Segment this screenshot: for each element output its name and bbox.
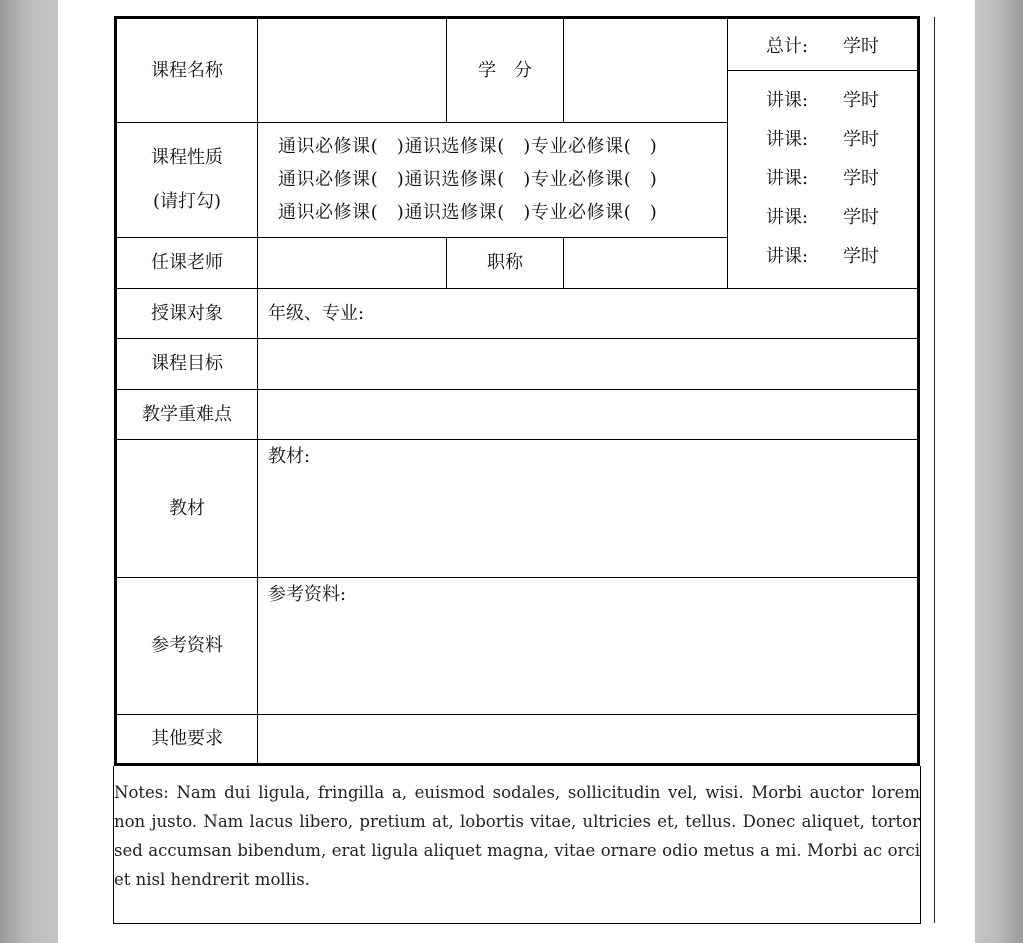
goal-field[interactable] — [258, 339, 917, 390]
textbook-label: 教材 — [117, 440, 258, 578]
course-nature-label-line1: 课程性质 — [151, 147, 223, 168]
title-label: 职称 — [447, 238, 564, 289]
hours-row-label: 讲课: — [766, 89, 809, 111]
course-nature-option[interactable]: 通识必修课( ) — [278, 136, 405, 158]
course-nature-option[interactable]: 通识必修课( ) — [278, 169, 405, 191]
course-nature-option[interactable]: 专业必修课( ) — [531, 202, 658, 224]
margin-rule — [934, 17, 935, 923]
notes-paragraph: Notes: Nam dui ligula, fringilla a, euismod sodales, sollicitudin vel, wisi. Morbi auctor lorem non justo. Nam lacus libero, pretium at, lobortis vitae, ultricies et, tellus. Donec aliquet, tortor sed accumsan bibendum, erat ligula aliquet magna, vitae ornare odio metus a mi. Morbi ac orci et nisl hendrerit mollis. — [113, 766, 921, 924]
title-field[interactable] — [564, 238, 728, 289]
course-nature-options — [258, 123, 728, 238]
hours-total — [728, 19, 917, 71]
course-nature-label-line2: (请打勾) — [152, 191, 222, 212]
textbook-field[interactable]: 教材: — [258, 440, 917, 578]
audience-label: 授课对象 — [117, 289, 258, 339]
teacher-field[interactable] — [258, 238, 447, 289]
course-form-table — [114, 16, 920, 766]
hours-breakdown — [728, 71, 917, 274]
hours-row-label: 讲课: — [766, 167, 809, 189]
hours-row-unit: 学时 — [843, 89, 879, 111]
key-points-field[interactable] — [258, 390, 917, 440]
course-nature-option[interactable]: 通识必修课( ) — [278, 202, 405, 224]
hours-row-unit: 学时 — [843, 245, 879, 267]
teacher-label: 任课老师 — [117, 238, 258, 289]
references-field[interactable]: 参考资料: — [258, 578, 917, 715]
course-nature-option[interactable]: 通识选修课( ) — [404, 136, 531, 158]
hours-row-label: 讲课: — [766, 206, 809, 228]
hours-row-label: 讲课: — [766, 245, 809, 267]
course-nature-row — [278, 131, 658, 164]
audience-field[interactable]: 年级、专业: — [258, 289, 917, 339]
hours-row-unit: 学时 — [843, 167, 879, 189]
references-label: 参考资料 — [117, 578, 258, 715]
course-nature-option[interactable]: 专业必修课( ) — [531, 169, 658, 191]
credit-label: 学 分 — [447, 19, 564, 123]
hours-row-unit: 学时 — [843, 128, 879, 150]
hours-total-label: 总计: — [766, 35, 809, 57]
hours-row-unit: 学时 — [843, 206, 879, 228]
goal-label: 课程目标 — [117, 339, 258, 390]
course-name-label: 课程名称 — [117, 19, 258, 123]
credit-field[interactable] — [564, 19, 728, 123]
other-requirements-field[interactable] — [258, 715, 917, 763]
hours-row — [728, 235, 917, 274]
hours-row — [728, 157, 917, 196]
course-nature-option[interactable]: 专业必修课( ) — [531, 136, 658, 158]
hours-row — [728, 196, 917, 235]
hours-row — [728, 118, 917, 157]
key-points-label: 教学重难点 — [117, 390, 258, 440]
course-nature-row — [278, 164, 658, 197]
course-name-field[interactable] — [258, 19, 447, 123]
course-nature-option[interactable]: 通识选修课( ) — [404, 169, 531, 191]
hours-total-unit: 学时 — [843, 35, 879, 57]
course-nature-label — [117, 123, 258, 238]
hours-panel — [728, 19, 917, 289]
other-requirements-label: 其他要求 — [117, 715, 258, 763]
hours-row — [728, 79, 917, 118]
course-nature-option[interactable]: 通识选修课( ) — [404, 202, 531, 224]
course-nature-row — [278, 197, 658, 230]
hours-row-label: 讲课: — [766, 128, 809, 150]
